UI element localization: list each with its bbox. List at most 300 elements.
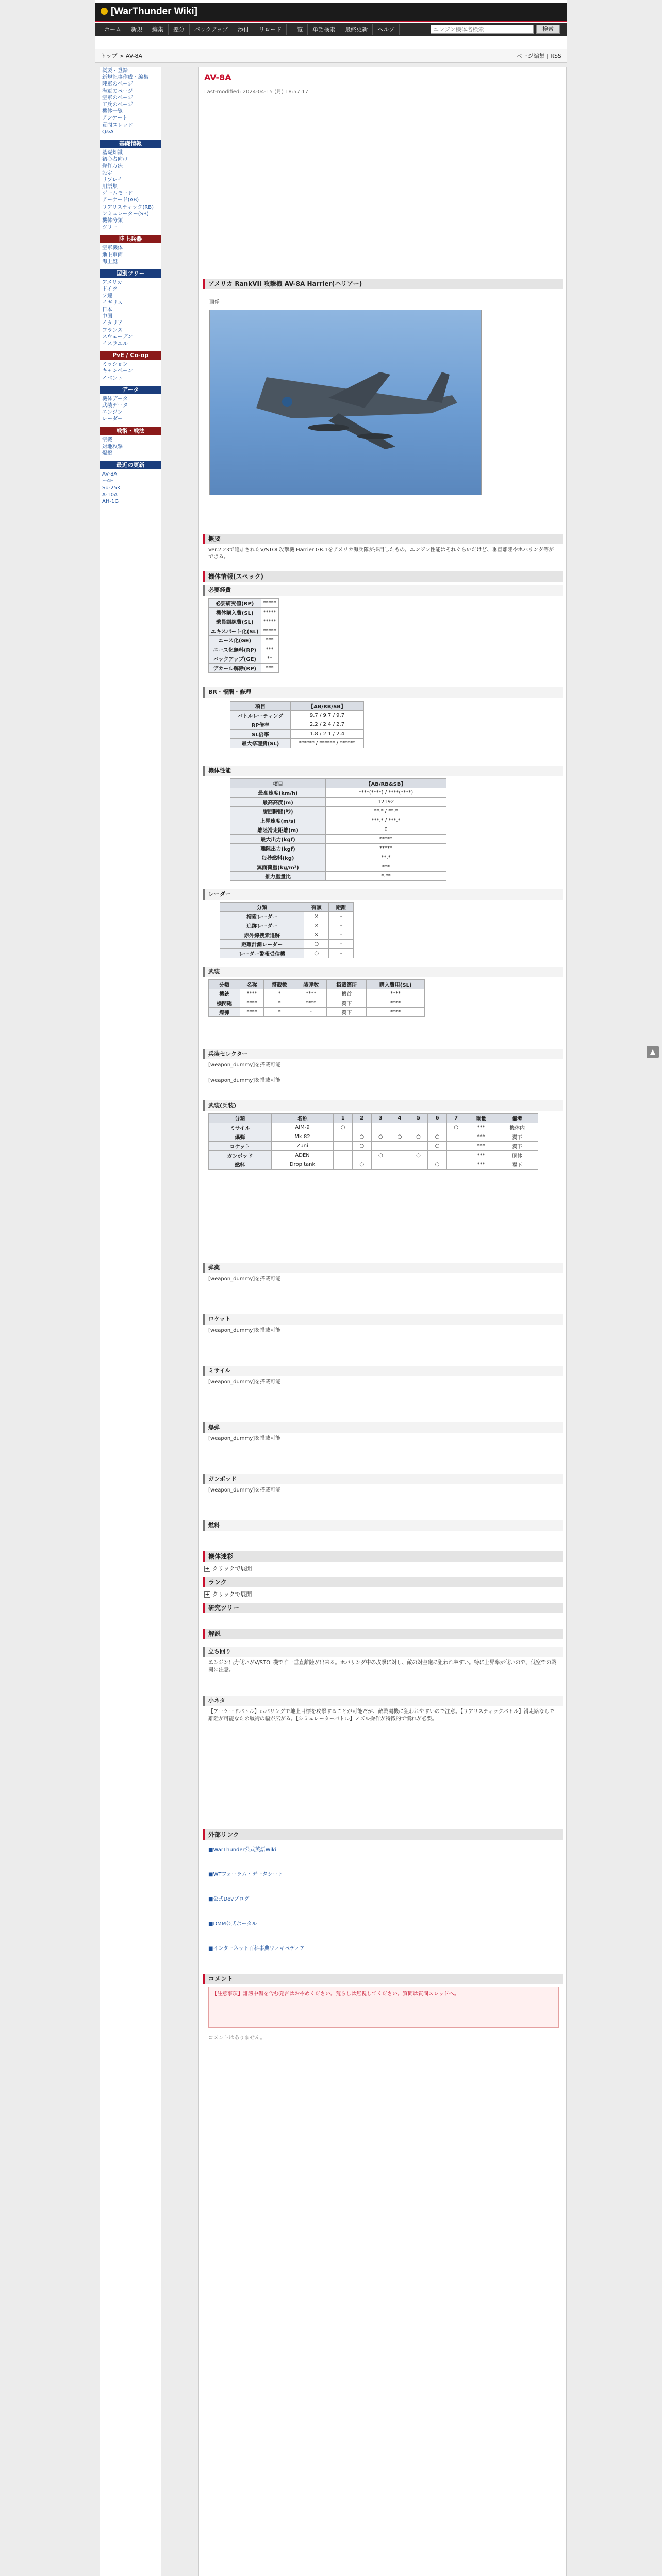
table-row [220, 912, 354, 921]
sidebar-item[interactable]: アメリカ [102, 280, 123, 286]
bomb-text: [weapon_dummy]を搭載可能 [208, 1436, 281, 1442]
table-cell [390, 1160, 409, 1170]
table-row [209, 599, 279, 608]
sidebar-item[interactable]: Q&A [102, 129, 114, 135]
table-row [230, 825, 446, 835]
sidebar-item[interactable]: ツリー [102, 225, 118, 231]
table-cell: 離陸出力(kgf) [230, 844, 326, 853]
table-row [209, 654, 279, 664]
sidebar-item[interactable]: F-4E [102, 478, 114, 484]
section-weapon-selector[interactable]: 兵装セレクター [203, 1049, 563, 1059]
breadcrumb-bar [95, 49, 567, 63]
menu-item[interactable]: 添付 [233, 24, 254, 35]
table-cell [390, 1142, 409, 1151]
table-header: 有無 [304, 903, 329, 912]
table-cell: ***** [326, 844, 446, 853]
table-cell: 機銃 [209, 989, 240, 998]
table-cell [334, 1132, 353, 1142]
table-cell: 旋回時間(秒) [230, 807, 326, 816]
table-cell: ****(****) / ****(****) [326, 788, 446, 798]
table-header: 分類 [220, 903, 304, 912]
table-cell: *** [466, 1132, 496, 1142]
table-cell [371, 1123, 390, 1132]
table-cell: 機体内 [496, 1123, 538, 1132]
section-ammo[interactable]: 弾薬 [203, 1263, 563, 1273]
table-cell [371, 1160, 390, 1170]
table-cell: ○ [428, 1160, 447, 1170]
table-header: 購入費用(SL) [367, 980, 425, 989]
menu-item[interactable]: 新規 [126, 24, 147, 35]
external-link[interactable]: ■DMM公式ポータル [208, 1921, 257, 1927]
sidebar-heading: 最近の更新 [100, 461, 161, 469]
table-cell: - [329, 940, 354, 949]
table-cell: 翼下 [496, 1142, 538, 1151]
table-cell: *** [326, 862, 446, 872]
sidebar-item[interactable]: レーダー [102, 416, 123, 422]
sidebar-item[interactable]: 機体データ [102, 396, 128, 402]
table-cell: *** [466, 1160, 496, 1170]
table-cell: 推力重量比 [230, 872, 326, 881]
table-row [209, 1132, 538, 1142]
sidebar-item[interactable]: 武装データ [102, 402, 128, 409]
table-cell: ○ [409, 1151, 428, 1160]
section-rank[interactable]: ランク [203, 1577, 563, 1587]
sidebar-item[interactable]: 機体一覧 [102, 109, 123, 115]
table-row [230, 872, 446, 881]
sidebar-item[interactable]: イギリス [102, 300, 123, 306]
table-cell: - [329, 912, 354, 921]
table-cell: *** [466, 1123, 496, 1132]
sidebar-item[interactable]: イタリア [102, 320, 123, 327]
sidebar-heading: データ [100, 386, 161, 394]
table-cell: 翼面荷重(kg/m²) [230, 862, 326, 872]
sidebar [100, 67, 161, 2576]
table-cell: **** [295, 989, 327, 998]
table-cell: * [263, 1008, 295, 1017]
sidebar-item[interactable]: 地上車両 [102, 252, 123, 258]
table-cell: 翼下 [327, 1008, 367, 1017]
flight-table [230, 778, 446, 881]
external-link[interactable]: ■WTフォーラム・データシート [208, 1872, 283, 1877]
rocket-text: [weapon_dummy]を搭載可能 [208, 1328, 281, 1333]
sidebar-item[interactable]: ミッション [102, 362, 128, 368]
table-cell: 最高高度(m) [230, 798, 326, 807]
table-cell: ○ [352, 1132, 371, 1142]
table-cell: - [329, 949, 354, 958]
table-header: 3 [371, 1114, 390, 1123]
table-row [209, 989, 425, 998]
table-cell: - [295, 1008, 327, 1017]
table-header: 5 [409, 1114, 428, 1123]
table-cell: ○ [371, 1132, 390, 1142]
table-cell: 距離計測レーダー [220, 940, 304, 949]
sidebar-item[interactable]: 操作方法 [102, 163, 123, 170]
table-row [209, 608, 279, 617]
table-cell: ○ [409, 1132, 428, 1142]
table-cell: ミサイル [209, 1123, 272, 1132]
required-table [208, 598, 279, 673]
table-row [230, 807, 446, 816]
table-cell: *** [261, 664, 278, 673]
rank-toggle-label: クリックで展開 [212, 1591, 252, 1598]
table-cell: ○ [371, 1151, 390, 1160]
sidebar-item[interactable]: リアリスティック(RB) [102, 204, 154, 210]
table-cell: 燃料 [209, 1160, 272, 1170]
armament-table [208, 979, 425, 1017]
sidebar-item[interactable]: キャンペーン [102, 368, 133, 375]
table-header: 搭載数 [263, 980, 295, 989]
table-header: 6 [428, 1114, 447, 1123]
table-cell: ○ [428, 1132, 447, 1142]
section-br[interactable]: BR・報酬・修理 [203, 687, 563, 698]
table-cell: バックアップ(GE) [209, 654, 261, 664]
table-cell: 翼下 [327, 998, 367, 1008]
table-row [209, 1151, 538, 1160]
harrier-jet-icon [210, 310, 482, 495]
table-row [230, 816, 446, 825]
table-cell: 9.7 / 9.7 / 9.7 [290, 711, 363, 720]
sidebar-item[interactable]: アンケート [102, 115, 128, 122]
table-row [230, 739, 364, 748]
table-row [209, 664, 279, 673]
radar-table [220, 902, 354, 958]
section-armament[interactable]: 武装 [203, 967, 563, 977]
table-cell: ** [261, 654, 278, 664]
sidebar-item[interactable]: エンジン [102, 410, 123, 416]
table-cell: **** [240, 998, 264, 1008]
table-cell: **** [367, 989, 425, 998]
sidebar-item[interactable]: イスラエル [102, 341, 128, 347]
section-bomb[interactable]: 爆弾 [203, 1422, 563, 1433]
weapon-selector-text: [weapon_dummy]を搭載可能 [208, 1062, 281, 1068]
sidebar-item[interactable]: アーケード(AB) [102, 197, 139, 204]
table-cell [409, 1142, 428, 1151]
table-cell: Drop tank [271, 1160, 334, 1170]
table-cell: 2.2 / 2.4 / 2.7 [290, 720, 363, 730]
section-tips[interactable]: 小ネタ [203, 1696, 563, 1706]
expand-icon: + [205, 1565, 210, 1572]
gunpod-text: [weapon_dummy]を搭載可能 [208, 1487, 281, 1493]
table-row [209, 645, 279, 654]
external-link[interactable]: ■WarThunder公式英語Wiki [208, 1847, 276, 1853]
table-cell: **** [367, 998, 425, 1008]
table-cell: 機関砲 [209, 998, 240, 1008]
table-header: 2 [352, 1114, 371, 1123]
summary-text: Ver.2.23で追加されたV/STOL攻撃機 Harrier GR.1をアメリカ海兵隊が採用したもの。エンジン性能はそれぐらいだけど、垂直離陸やホバリング等ができる。 [208, 547, 554, 560]
sidebar-item[interactable]: 空軍のページ [102, 95, 133, 101]
sidebar-item[interactable]: A-10A [102, 492, 118, 498]
comment-notice: 【注意事項】誹謗中傷を含む発言はおやめください。荒らしは無視してください。質問は質問スレッドへ。 [208, 1987, 559, 2028]
play-text: エンジン出力低いがV/STOL機で唯一垂直離陸が出来る。ホバリング中の攻撃に対し、敵の対空砲に狙われやすい。特に上昇率が低いので、低空での戦闘に注意。 [208, 1660, 557, 1673]
menu-item[interactable]: 差分 [169, 24, 190, 35]
table-row [220, 949, 354, 958]
sidebar-item[interactable]: 新規記事作成・編集 [102, 75, 148, 81]
table-cell: **** [240, 989, 264, 998]
table-row [220, 940, 354, 949]
breadcrumb[interactable]: トップ > AV-8A [101, 53, 143, 59]
table-cell [446, 1142, 466, 1151]
sidebar-item[interactable]: ゲームモード [102, 191, 133, 197]
table-cell: ○ [390, 1132, 409, 1142]
comment-empty: コメントはありません。 [208, 2035, 266, 2041]
table-row [209, 998, 425, 1008]
sidebar-item[interactable]: 機体分類 [102, 218, 123, 224]
table-cell: レーダー警報受信機 [220, 949, 304, 958]
table-cell [352, 1151, 371, 1160]
section-summary[interactable]: 概要 [203, 534, 563, 544]
table-cell: SL倍率 [230, 730, 291, 739]
table-row [230, 862, 446, 872]
table-cell: 翼下 [496, 1132, 538, 1142]
tips-text: 【アーケードバトル】ホバリングで地上目標を攻撃することが可能だが、敵戦闘機に狙われやすいので注意。【リアリスティックバトル】滑走路なしで離陸が可能なため戦術の幅が広がる。【シミュレーターバトル】ノズル操作が特徴的で慣れが必要。 [208, 1709, 555, 1722]
go-top-button[interactable]: ▲ [647, 1046, 659, 1058]
table-cell [446, 1132, 466, 1142]
table-cell: RP倍率 [230, 720, 291, 730]
table-cell: 上昇速度(m/s) [230, 816, 326, 825]
sidebar-item[interactable]: 工兵のページ [102, 102, 133, 108]
table-cell: 赤外線捜索追跡 [220, 930, 304, 940]
sidebar-item[interactable]: 設定 [102, 170, 112, 176]
site-title[interactable] [101, 6, 197, 18]
table-cell: 爆弾 [209, 1132, 272, 1142]
weapon-selector-text-2: [weapon_dummy]を搭載可能 [208, 1078, 281, 1083]
sidebar-heading: 陸上兵器 [100, 235, 161, 243]
table-cell: 離陸滑走距離(m) [230, 825, 326, 835]
sidebar-item[interactable]: 日本 [102, 307, 112, 313]
expand-icon: + [205, 1591, 210, 1598]
table-cell: 1.8 / 2.1 / 2.4 [290, 730, 363, 739]
table-cell: **** [295, 998, 327, 1008]
site-logo-icon [101, 8, 108, 15]
table-cell: ○ [352, 1142, 371, 1151]
sidebar-item[interactable]: 空軍機体 [102, 245, 123, 251]
section-flight[interactable]: 機体性能 [203, 766, 563, 776]
section-rocket[interactable]: ロケット [203, 1314, 563, 1325]
table-header: 1 [334, 1114, 353, 1123]
table-cell: ○ [334, 1123, 353, 1132]
table-cell [428, 1151, 447, 1160]
table-row [209, 1160, 538, 1170]
table-cell: 必要研究値(RP) [209, 599, 261, 608]
table-cell: **** [240, 1008, 264, 1017]
table-row [230, 798, 446, 807]
table-cell: 機体購入費(SL) [209, 608, 261, 617]
section-camo[interactable]: 機体迷彩 [203, 1551, 563, 1562]
missile-text: [weapon_dummy]を搭載可能 [208, 1379, 281, 1385]
rank-toggle[interactable] [204, 1590, 252, 1598]
table-cell: ○ [352, 1160, 371, 1170]
table-cell: ***** [261, 617, 278, 626]
section-ext-links[interactable]: 外部リンク [203, 1829, 563, 1840]
table-cell: × [304, 930, 329, 940]
section-gunpod[interactable]: ガンポッド [203, 1474, 563, 1484]
table-cell [334, 1151, 353, 1160]
sidebar-item[interactable]: 概要・登録 [102, 68, 128, 74]
table-cell [409, 1160, 428, 1170]
table-row [209, 617, 279, 626]
camo-toggle-label: クリックで展開 [212, 1565, 252, 1572]
sidebar-item[interactable]: スウェーデン [102, 334, 133, 340]
table-header: 名称 [240, 980, 264, 989]
search-button[interactable]: 検索 [536, 25, 560, 34]
table-cell: バトルレーティング [230, 711, 291, 720]
table-cell: ガンポッド [209, 1151, 272, 1160]
sidebar-item[interactable]: Su-25K [102, 485, 121, 491]
image-caption: 画像 [209, 299, 220, 305]
table-cell: 12192 [326, 798, 446, 807]
table-cell: * [263, 998, 295, 1008]
table-cell [446, 1151, 466, 1160]
menu-item[interactable]: ヘルプ [373, 24, 400, 35]
table-cell [334, 1160, 353, 1170]
br-table [230, 701, 364, 748]
table-header: 4 [390, 1114, 409, 1123]
table-row [230, 720, 364, 730]
table-cell: 最大出力(kgf) [230, 835, 326, 844]
external-link[interactable]: ■公式Devブログ [208, 1896, 250, 1902]
sidebar-item[interactable]: 初心者向け [102, 157, 128, 163]
table-header: 装弾数 [295, 980, 327, 989]
table-cell: AIM-9 [271, 1123, 334, 1132]
sidebar-heading: 国別ツリー [100, 269, 161, 278]
section-play[interactable]: 立ち回り [203, 1647, 563, 1657]
aircraft-photo [209, 310, 482, 495]
table-cell: エース化(GE) [209, 636, 261, 645]
table-header: 分類 [209, 1114, 272, 1123]
page-title: AV-8A [204, 73, 231, 82]
table-cell: 追跡レーダー [220, 921, 304, 930]
search-input[interactable] [431, 25, 534, 34]
table-row [230, 730, 364, 739]
table-cell: *** [261, 645, 278, 654]
table-cell [428, 1123, 447, 1132]
sidebar-item[interactable]: リプレイ [102, 177, 123, 183]
table-cell: *.** [326, 872, 446, 881]
table-cell: エース化無料(RP) [209, 645, 261, 654]
section-overview[interactable]: アメリカ RankVII 攻撃機 AV-8A Harrier(ハリアー) [203, 279, 563, 289]
table-cell: 0 [326, 825, 446, 835]
section-pylon[interactable]: 武装(兵装) [203, 1100, 563, 1111]
sidebar-item[interactable]: 海上艇 [102, 259, 118, 265]
sidebar-item[interactable]: AV-8A [102, 471, 118, 478]
section-history[interactable]: 解説 [203, 1629, 563, 1639]
table-cell: 爆弾 [209, 1008, 240, 1017]
sidebar-item[interactable]: 海軍のページ [102, 88, 133, 94]
table-cell: ***** [261, 608, 278, 617]
sidebar-item[interactable]: フランス [102, 327, 123, 333]
table-cell: エキスパート化(SL) [209, 626, 261, 636]
main-content [198, 67, 567, 2576]
table-cell: 毎秒燃料(kg) [230, 853, 326, 862]
table-cell: 最大修理費(SL) [230, 739, 291, 748]
table-cell: Zuni [271, 1142, 334, 1151]
table-row [230, 835, 446, 844]
table-cell: 乗員訓練費(SL) [209, 617, 261, 626]
table-cell [352, 1123, 371, 1132]
table-header: 7 [446, 1114, 466, 1123]
external-link[interactable]: ■インターネット百科事典ウィキペディア [208, 1946, 305, 1952]
section-missile[interactable]: ミサイル [203, 1366, 563, 1376]
table-cell: ***** [326, 835, 446, 844]
table-cell: デカール解除(RP) [209, 664, 261, 673]
table-cell: 機首 [327, 989, 367, 998]
sidebar-item[interactable]: シミュレーター(SB) [102, 211, 149, 217]
table-row [220, 930, 354, 940]
menu-item[interactable]: 最終更新 [340, 24, 373, 35]
sidebar-item[interactable]: ドイツ [102, 286, 118, 293]
menu-item[interactable]: ホーム [100, 24, 126, 35]
sidebar-item[interactable]: 用語集 [102, 184, 118, 190]
site-title-link[interactable]: [WarThunder Wiki] [111, 6, 198, 17]
table-header: 搭載箇所 [327, 980, 367, 989]
sidebar-heading: PvE / Co-op [100, 351, 161, 360]
table-cell [409, 1123, 428, 1132]
table-row [230, 711, 364, 720]
table-row [230, 788, 446, 798]
table-cell: ロケット [209, 1142, 272, 1151]
table-row [209, 1008, 425, 1017]
table-cell: Mk.82 [271, 1132, 334, 1142]
table-cell: × [304, 921, 329, 930]
section-required[interactable]: 必要経費 [203, 585, 563, 596]
menu-item[interactable]: 編集 [147, 24, 169, 35]
table-cell: 最高速度(km/h) [230, 788, 326, 798]
table-cell [371, 1142, 390, 1151]
sidebar-item[interactable]: 陸軍のページ [102, 81, 133, 88]
table-header: 名称 [271, 1114, 334, 1123]
table-cell: *** [466, 1142, 496, 1151]
pylon-table [208, 1113, 538, 1170]
sidebar-item[interactable]: 質問スレッド [102, 122, 133, 128]
menu-item[interactable]: リロード [254, 24, 287, 35]
menu-item[interactable]: 単語検索 [308, 24, 340, 35]
table-header: 【AB/RB&SB】 [326, 779, 446, 788]
camo-toggle[interactable] [204, 1564, 252, 1572]
site-header [95, 3, 567, 22]
table-row [230, 844, 446, 853]
table-cell: × [304, 912, 329, 921]
menu-item[interactable]: バックアップ [190, 24, 233, 35]
sidebar-item[interactable]: イベント [102, 375, 123, 381]
sidebar-item[interactable]: 対地攻撃 [102, 444, 123, 450]
table-cell: ****** / ****** / ****** [290, 739, 363, 748]
sidebar-item[interactable]: AH-1G [102, 498, 119, 504]
sidebar-item[interactable]: 爆撃 [102, 450, 112, 456]
table-row [209, 636, 279, 645]
table-cell: ○ [304, 949, 329, 958]
sidebar-heading: 基礎情報 [100, 140, 161, 148]
section-fuel[interactable]: 燃料 [203, 1520, 563, 1531]
table-row [220, 921, 354, 930]
table-header: 項目 [230, 779, 326, 788]
table-header: 備考 [496, 1114, 538, 1123]
menu-item[interactable]: 一覧 [287, 24, 308, 35]
page-tools[interactable]: ページ編集 | RSS [516, 53, 561, 59]
section-comment[interactable]: コメント [203, 1974, 563, 1984]
table-cell: *** [466, 1151, 496, 1160]
section-tree[interactable]: 研究ツリー [203, 1603, 563, 1613]
section-spec[interactable]: 機体情報(スペック) [203, 571, 563, 582]
section-radar[interactable]: レーダー [203, 889, 563, 900]
table-cell: ADEN [271, 1151, 334, 1160]
sidebar-item[interactable]: 中国 [102, 314, 112, 320]
sidebar-item[interactable]: 空戦 [102, 437, 112, 443]
table-cell: **.* [326, 853, 446, 862]
sidebar-item[interactable]: ソ連 [102, 293, 112, 299]
table-cell: 翼下 [496, 1160, 538, 1170]
table-row [209, 1123, 538, 1132]
sidebar-item[interactable]: 基礎知識 [102, 150, 123, 156]
